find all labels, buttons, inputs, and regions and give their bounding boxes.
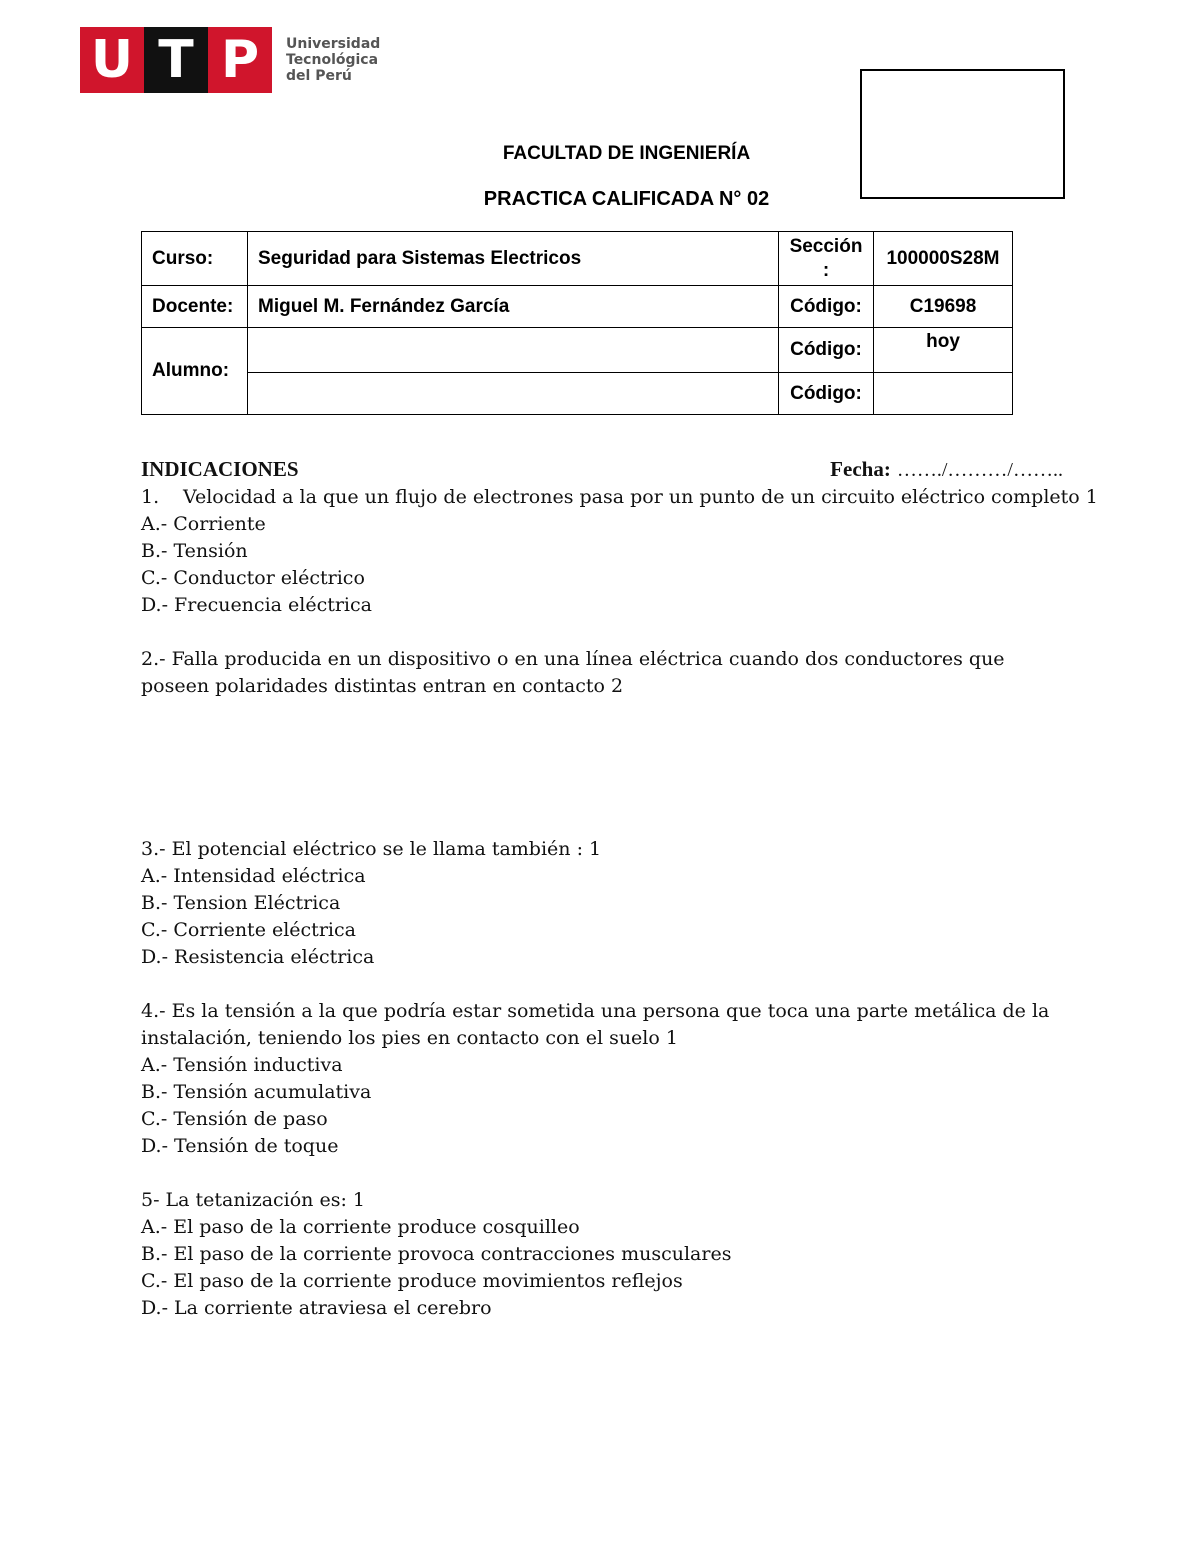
question-number: 1. (141, 486, 160, 508)
indications-row (141, 456, 1091, 484)
date-blank: ……./………/…….. (896, 459, 1063, 481)
option-b: B.- Tensión (141, 540, 248, 562)
option-a: A.- Tensión inductiva (141, 1054, 343, 1076)
question-5: 5- La tetanización es: 1 (141, 1189, 365, 1211)
question-3: 3.- El potencial eléctrico se le llama también : 1 (141, 838, 602, 860)
option-a: A.- Intensidad eléctrica (141, 865, 366, 887)
option-d: D.- Tensión de toque (141, 1135, 339, 1157)
date-label: Fecha: (830, 457, 891, 481)
curso-label: Curso: (142, 232, 248, 286)
alumno-name-field-1[interactable] (248, 328, 779, 373)
grade-box (860, 69, 1065, 199)
option-d: D.- Frecuencia eléctrica (141, 594, 372, 616)
table-row (142, 232, 1013, 286)
logo-letter-p: P (208, 27, 272, 93)
option-b: B.- El paso de la corriente provoca contracciones musculares (141, 1243, 732, 1265)
table-row (142, 286, 1013, 328)
utp-logo (80, 27, 380, 93)
option-d: D.- La corriente atraviesa el cerebro (141, 1297, 492, 1319)
alumno-label: Alumno: (142, 328, 248, 415)
date-field (830, 456, 1063, 484)
codigo-alumno-label-2: Código: (779, 373, 874, 415)
answer-space (141, 700, 1091, 836)
option-a: A.- Corriente (141, 513, 266, 535)
option-b: B.- Tensión acumulativa (141, 1081, 372, 1103)
table-row (142, 373, 1013, 415)
logo-letter-t: T (144, 27, 208, 93)
logo-text (286, 36, 380, 84)
question-1 (141, 484, 1098, 511)
logo-text-line: Universidad (286, 36, 381, 52)
question-4: 4.- Es la tensión a la que podría estar sometida una persona que toca una parte metálica de la instalación, teniendo los pies en contacto con el suelo 1 (141, 1000, 1050, 1049)
option-c: C.- Corriente eléctrica (141, 919, 356, 941)
indications-title: INDICACIONES (141, 457, 299, 481)
exam-body (141, 456, 1098, 1322)
option-c: C.- El paso de la corriente produce movimientos reflejos (141, 1270, 683, 1292)
option-a: A.- El paso de la corriente produce cosquilleo (141, 1216, 580, 1238)
docente-value: Miguel M. Fernández García (248, 286, 779, 328)
alumno-name-field-2[interactable] (248, 373, 779, 415)
seccion-value: 100000S28M (874, 232, 1013, 286)
seccion-label: Sección : (779, 232, 874, 286)
question-text: Velocidad a la que un flujo de electrones pasa por un punto de un circuito eléctrico completo 1 (183, 486, 1098, 508)
codigo-alumno-value-1[interactable]: hoy (874, 328, 1013, 373)
codigo-alumno-label-1: Código: (779, 328, 874, 373)
option-b: B.- Tension Eléctrica (141, 892, 341, 914)
docente-label: Docente: (142, 286, 248, 328)
option-d: D.- Resistencia eléctrica (141, 946, 375, 968)
logo-letter-u: U (80, 27, 144, 93)
table-row (142, 328, 1013, 373)
logo-text-line: del Perú (286, 68, 352, 84)
codigo-docente-value: C19698 (874, 286, 1013, 328)
curso-value: Seguridad para Sistemas Electricos (248, 232, 779, 286)
logo-text-line: Tecnológica (286, 52, 379, 68)
faculty-title: FACULTAD DE INGENIERÍA (502, 143, 751, 164)
student-info-table (141, 231, 1013, 415)
question-2: 2.- Falla producida en un dispositivo o en una línea eléctrica cuando dos conductores que poseen polaridades distintas entran en contacto 2 (141, 648, 1005, 697)
option-c: C.- Conductor eléctrico (141, 567, 365, 589)
codigo-docente-label: Código: (779, 286, 874, 328)
codigo-alumno-value-2[interactable] (874, 373, 1013, 415)
exam-title: PRACTICA CALIFICADA N° 02 (483, 188, 770, 210)
option-c: C.- Tensión de paso (141, 1108, 328, 1130)
